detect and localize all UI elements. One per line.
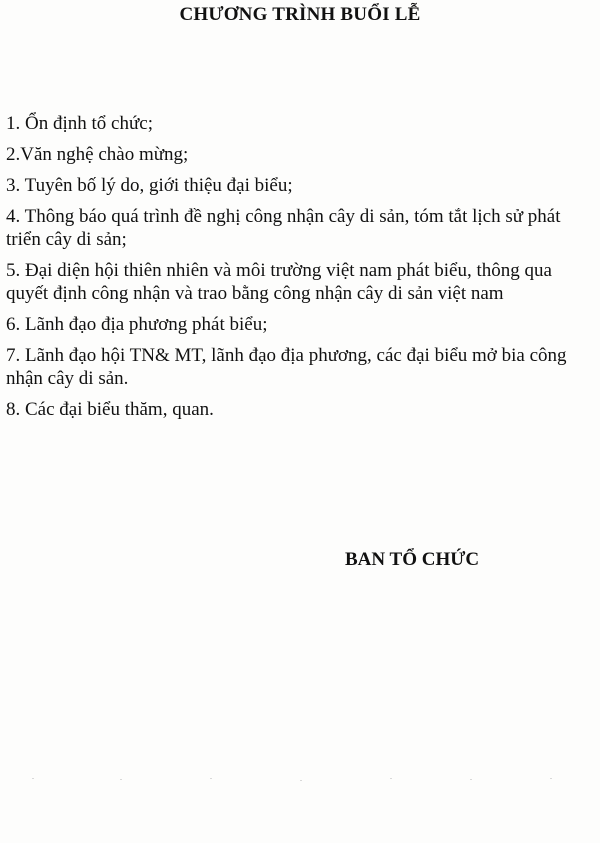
program-item-6: 6. Lãnh đạo địa phương phát biểu; — [6, 314, 268, 335]
program-item-7: 7. Lãnh đạo hội TN& MT, lãnh đạo địa phương, các đại biểu mở bia công nhận cây di sản. — [6, 345, 567, 389]
program-item-3: 3. Tuyên bố lý do, giới thiệu đại biểu; — [6, 175, 293, 196]
organizer-signature: BAN TỔ CHỨC — [345, 549, 480, 570]
program-item-5: 5. Đại diện hội thiên nhiên và môi trường việt nam phát biểu, thông qua quyết định công nhận và trao bằng công nhận cây di sản việt nam — [6, 260, 552, 304]
scan-speck — [210, 778, 212, 779]
program-item-8: 8. Các đại biểu thăm, quan. — [6, 399, 214, 420]
program-item-1: 1. Ổn định tổ chức; — [6, 113, 153, 134]
program-list — [6, 112, 591, 429]
scan-speck — [470, 779, 472, 780]
program-item-2: 2.Văn nghệ chào mừng; — [6, 144, 189, 165]
scan-speck — [390, 778, 392, 779]
scan-speck — [550, 778, 552, 779]
scan-speck — [300, 780, 302, 781]
scan-noise — [0, 770, 600, 790]
program-item-4: 4. Thông báo quá trình đề nghị công nhận cây di sản, tóm tắt lịch sử phát triển cây di sản; — [6, 206, 561, 250]
scan-speck — [32, 778, 34, 779]
document-title: CHƯƠNG TRÌNH BUỔI LỄ — [179, 4, 421, 25]
scan-speck — [120, 779, 122, 780]
